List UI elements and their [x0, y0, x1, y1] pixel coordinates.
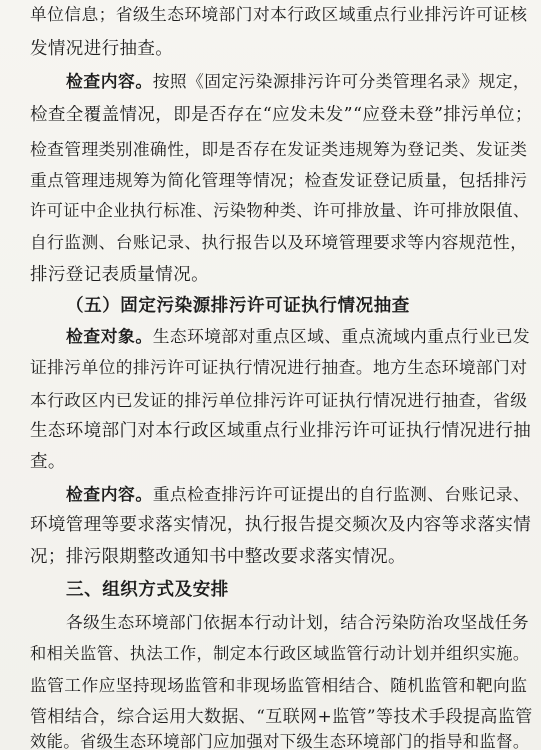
paragraph-line: 和相关监管、执法工作，制定本行政区域监管行动计划并组织实施。 — [30, 644, 530, 663]
paragraph-lead-label: 检查对象。 — [66, 326, 153, 346]
paragraph-line: 重点管理违规筹为简化管理等情况；检查发证登记质量，包括排污 — [30, 170, 528, 190]
paragraph-first-line — [66, 69, 530, 93]
paragraph-line: 发情况进行抽查。 — [30, 39, 174, 59]
paragraph-line: 环境管理等要求落实情况，执行报告提交频次及内容等求落实情 — [30, 515, 532, 535]
paragraph-line: 单位信息；省级生态环境部门对本行政区域重点行业排污许可证核 — [30, 4, 528, 24]
paragraph-line: 查。 — [30, 452, 66, 472]
paragraph-text: 重点检查排污许可证提出的自行监测、台账记录、 — [152, 484, 531, 504]
paragraph-line: 检查管理类别准确性，即是否存在发证类违规筹为登记类、发证类 — [30, 139, 528, 159]
section-heading: （五）固定污染源排污许可证执行情况抽查 — [66, 296, 410, 316]
paragraph-line: 排污登记表质量情况。 — [30, 265, 209, 285]
paragraph-text: 生态环境部对重点区域、重点流域内重点行业已发 — [152, 326, 531, 346]
paragraph-line: 监管工作应坚持现场监管和非现场监管相结合、随机监管和靶向监 — [30, 675, 528, 695]
section-heading: 三、组织方式及安排 — [66, 580, 229, 600]
paragraph-line: 本行政区内已发证的排污单位排污许可证执行情况进行抽查，省级 — [30, 390, 528, 410]
paragraph-line: 证排污单位的排污许可证执行情况进行抽查。地方生态环境部门对 — [30, 357, 528, 377]
paragraph-line: 检查全覆盖情况，即是否存在“应发未发”“应登未登”排污单位； — [30, 105, 533, 125]
paragraph-line: 生态环境部门对本行政区域重点行业排污许可证执行情况进行抽 — [30, 421, 532, 441]
paragraph-lead-label: 检查内容。 — [66, 484, 153, 504]
paragraph-line: 效能。省级生态环境部门应加强对下级生态环境部门的指导和监督。 — [30, 732, 530, 750]
paragraph-text: 按照《固定污染源排污许可分类管理名录》规定， — [152, 71, 531, 91]
paragraph-line: 许可证中企业执行标准、污染物种类、许可排放量、许可排放限值、 — [30, 201, 530, 220]
paragraph-line: 各级生态环境部门依据本行动计划，结合污染防治攻坚战任务 — [66, 612, 530, 632]
paragraph-first-line — [66, 482, 530, 506]
paragraph-lead-label: 检查内容。 — [66, 71, 153, 91]
paragraph-line: 况；排污限期整改通知书中整改要求落实情况。 — [30, 547, 406, 567]
paragraph-first-line — [66, 324, 530, 348]
paragraph-line: 管相结合，综合运用大数据、“互联网+监管”等技术手段提高监管 — [30, 707, 533, 727]
paragraph-line: 自行监测、台账记录、执行报告以及环境管理要求等内容规范性， — [30, 232, 528, 252]
